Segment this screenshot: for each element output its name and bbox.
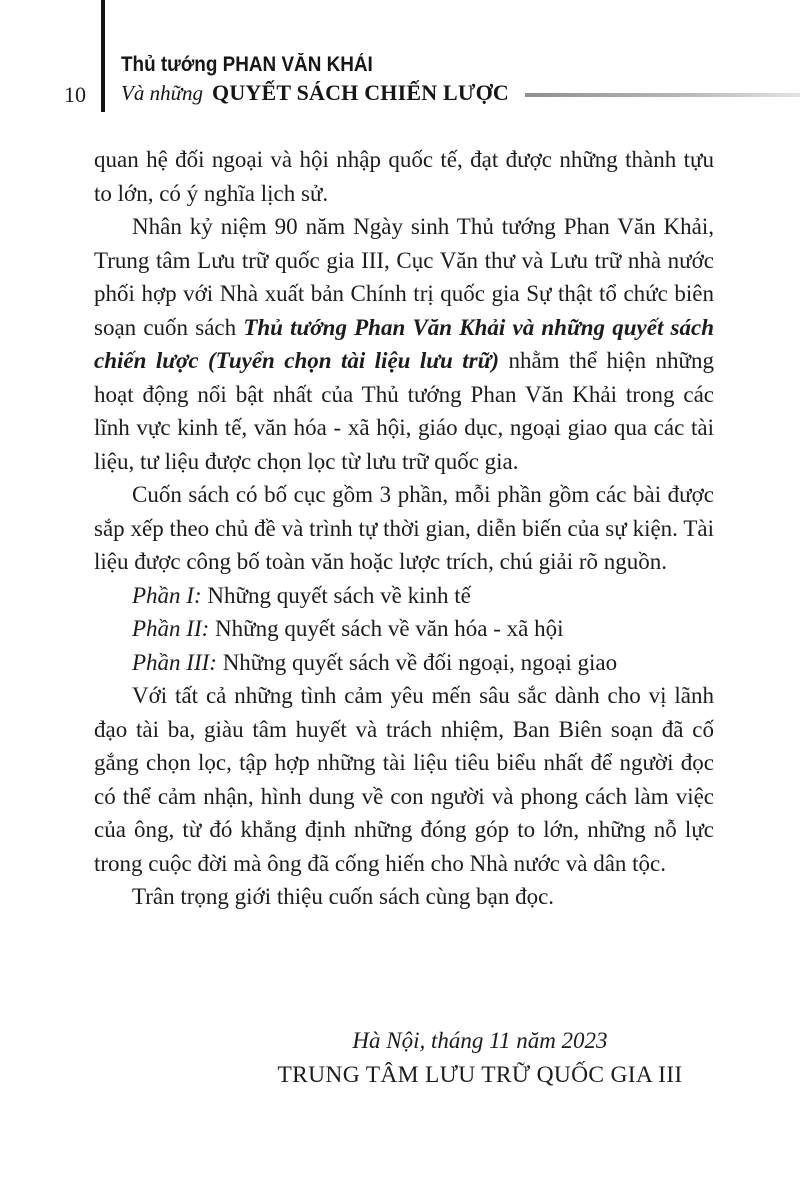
book-title-line2-prefix: Và những bbox=[121, 80, 204, 105]
header-divider-bar bbox=[101, 0, 105, 112]
text-run: Cuốn sách có bố cục gồm 3 phần, mỗi phần gồm các bài được sắp xếp theo chủ đề và trình tự thời gian, diễn biến của sự kiện. Tài liệu được công bố toàn văn hoặc lược trích, chú giải rõ nguồn. bbox=[94, 482, 714, 574]
body-text bbox=[94, 143, 714, 914]
book-title-line2-main: QUYẾT SÁCH CHIẾN LƯỢC bbox=[212, 80, 509, 105]
text-run: nhằm thể hiện những hoạt động nổi bật nhất của Thủ tướng Phan Văn Khải trong các lĩnh vực kinh tế, văn hóa - xã hội, giáo dục, ngoại giao qua các tài liệu, tư liệu được chọn lọc từ lưu trữ quốc gia. bbox=[94, 348, 715, 474]
text-run: Phần III: bbox=[132, 649, 217, 675]
text-run: Nhân kỷ niệm 90 năm Ngày sinh Thủ tướng Phan Văn Khải, Trung tâm Lưu trữ quốc gia III, Cục Văn thư và Lưu trữ nhà nước phối hợp với Nhà xuất bản Chính trị quốc gia Sự thật tổ chức biên soạn cuốn sách bbox=[94, 214, 714, 340]
paragraph bbox=[94, 679, 714, 880]
text-run: Những quyết sách về văn hóa - xã hội bbox=[209, 616, 564, 641]
text-run: Những quyết sách về đối ngoại, ngoại giao bbox=[216, 649, 618, 675]
text-run: Phần II: bbox=[132, 616, 210, 641]
text-run: quan hệ đối ngoại và hội nhập quốc tế, đạt được những thành tựu to lớn, có ý nghĩa lịch sử. bbox=[94, 147, 714, 206]
paragraph bbox=[94, 143, 714, 210]
paragraph bbox=[94, 210, 714, 478]
text-run: Những quyết sách về kinh tế bbox=[201, 582, 471, 608]
signature-block bbox=[250, 1026, 710, 1091]
paragraph bbox=[94, 579, 714, 613]
paragraph bbox=[94, 646, 714, 680]
header-rule bbox=[525, 93, 800, 97]
page-number: 10 bbox=[64, 82, 86, 107]
book-title-line1: Thủ tướng PHAN VĂN KHẢI bbox=[121, 53, 373, 76]
text-run: Với tất cả những tình cảm yêu mến sâu sắc dành cho vị lãnh đạo tài ba, giàu tâm huyết và trách nhiệm, Ban Biên soạn đã cố gắng chọn lọc, tập hợp những tài liệu tiêu biểu nhất để người đọc có thể cảm nhận, hình dung về con người và phong cách làm việc của ông, từ đó khẳng định những đóng góp to lớn, những nỗ lực trong cuộc đời mà ông đã cống hiến cho Nhà nước và dân tộc. bbox=[94, 683, 714, 876]
paragraph bbox=[94, 880, 714, 914]
book-title-line2 bbox=[121, 80, 800, 106]
text-run: Phần I: bbox=[132, 582, 202, 608]
paragraph bbox=[94, 478, 714, 579]
text-run: Thủ tướng Phan Văn Khải và những quyết sách chiến lược (Tuyển chọn tài liệu lưu trữ) bbox=[94, 314, 714, 373]
signature-organization: TRUNG TÂM LƯU TRỮ QUỐC GIA III bbox=[277, 1062, 683, 1088]
signature-place-date: Hà Nội, tháng 11 năm 2023 bbox=[352, 1028, 608, 1053]
running-header bbox=[121, 52, 800, 106]
paragraph bbox=[94, 612, 714, 646]
text-run: Trân trọng giới thiệu cuốn sách cùng bạn đọc. bbox=[132, 884, 555, 909]
